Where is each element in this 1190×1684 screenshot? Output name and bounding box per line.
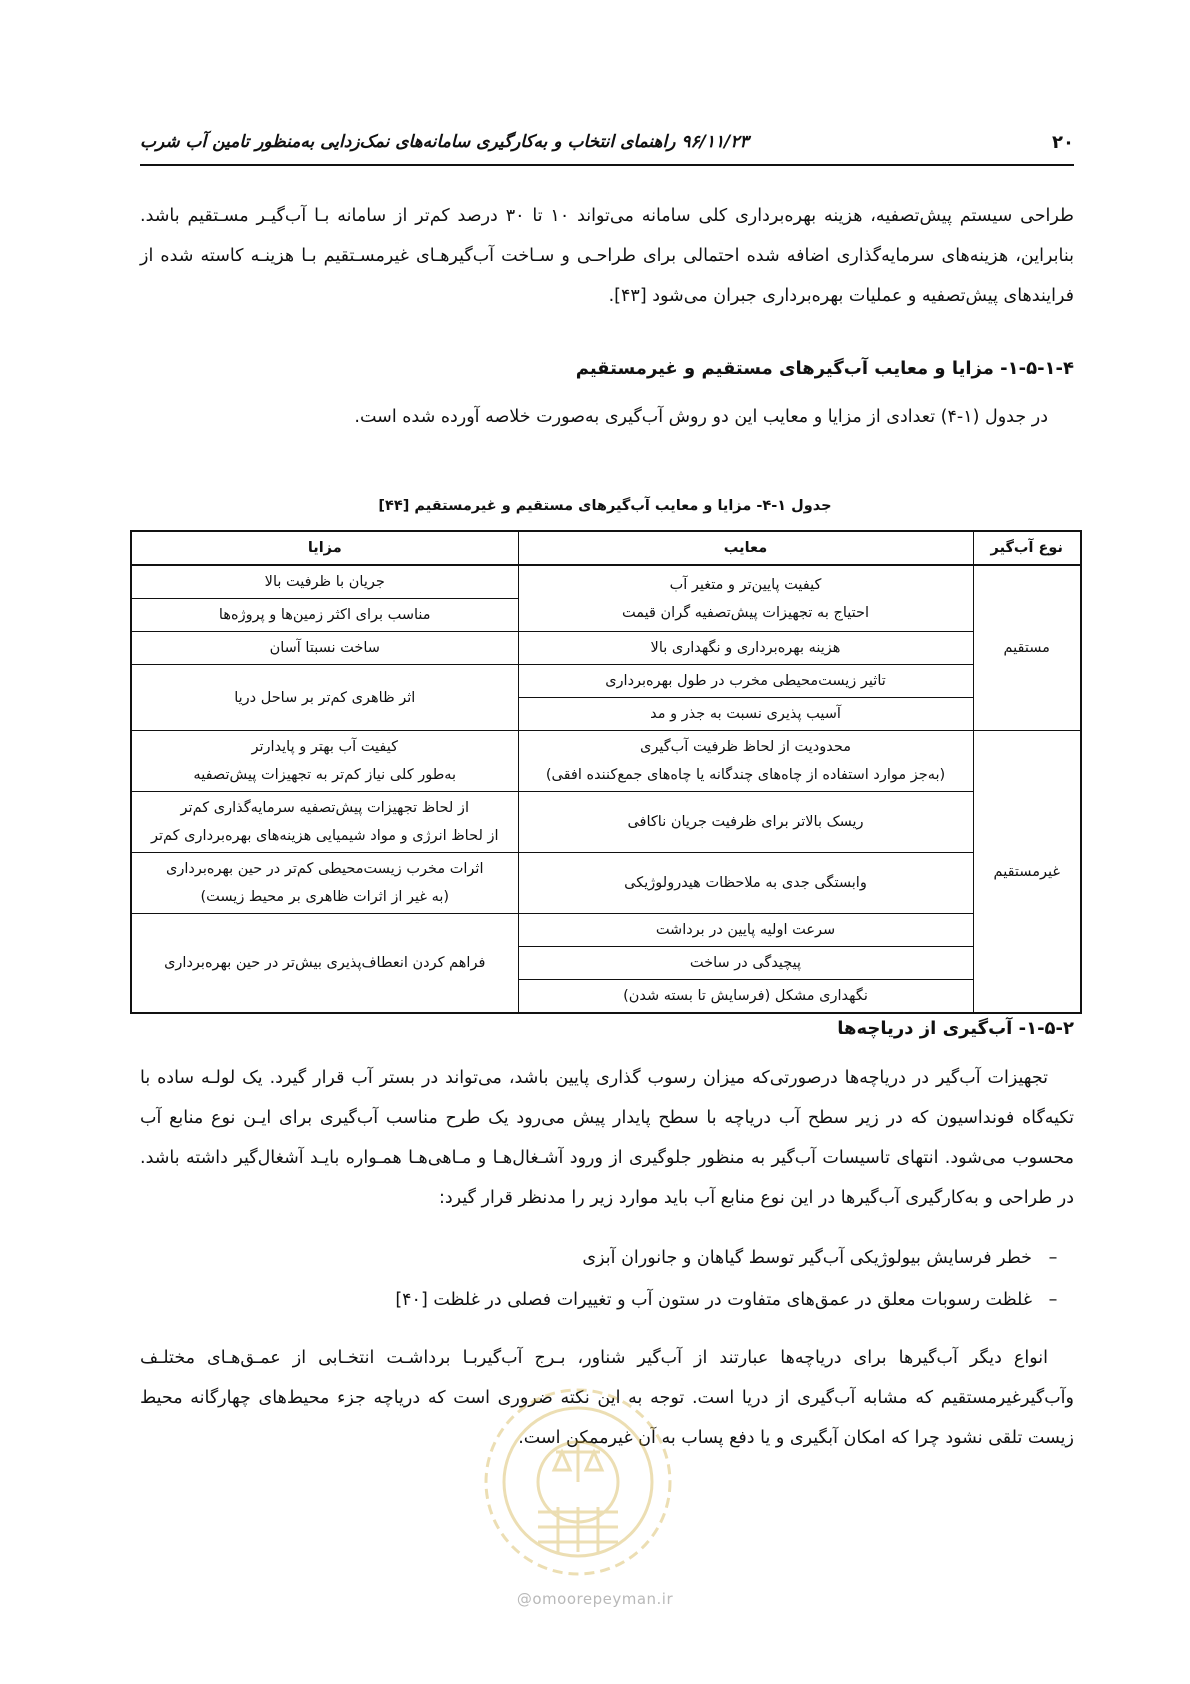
bullet-item (582, 1248, 1074, 1268)
website-url: omoorepeyman.ir (532, 1590, 674, 1608)
website-watermark (0, 1590, 1190, 1608)
table-row (131, 853, 1081, 914)
cell-line: از لحاظ تجهیزات پیش‌تصفیه سرمایه‌گذاری کم‌تر (180, 800, 469, 816)
table-row (131, 792, 1081, 853)
table-cell: ریسک بالاتر برای ظرفیت جریان ناکافی (518, 792, 973, 853)
cell-line: احتیاج به تجهیزات پیش‌تصفیه گران قیمت (621, 604, 869, 621)
other-intakes-paragraph: انواع دیگر آب‌گیرها برای دریاچه‌ها عبارتند از آب‌گیر شناور، بـرج آب‌گیربـا برداشـت انتخـابی از عمـق‌هـای مختلـف وآب‌گیرغیرمستقیم که مشابه آب‌گیری از دریا است. توجه به این نکته ضروری است که دریاچه جزء محیط‌های چهارگانه محیط زیست تلقی نشود چرا که امکان آبگیری و یا دفع پساب به آن غیرممکن است. (140, 1348, 1074, 1448)
bullet-item (395, 1290, 1074, 1310)
intake-type-direct: مستقیم (973, 565, 1081, 731)
cell-line: (به‌جز موارد استفاده از چاه‌های چندگانه یا چاه‌های جمع‌کننده افقی) (545, 767, 946, 783)
table-cell: هزینه بهره‌برداری و نگهداری بالا (518, 632, 973, 665)
bullet-dash: – (1048, 1290, 1058, 1310)
table-cell (131, 731, 518, 792)
table-cell (518, 565, 973, 632)
cell-line: کیفیت آب بهتر و پایدارتر (251, 739, 399, 755)
table-row (131, 665, 1081, 698)
table-row (131, 914, 1081, 947)
bullet-dash: – (1048, 1248, 1058, 1268)
table-header-row (131, 531, 1081, 565)
running-title: ۹۶/۱۱/۲۳ راهنمای انتخاب و به‌کارگیری سامانه‌های نمک‌زدایی به‌منظور تامین آب شرب (140, 132, 749, 152)
table-row (131, 731, 1081, 792)
table-cell: تاثیر زیست‌محیطی مخرب در طول بهره‌برداری (518, 665, 973, 698)
bullet-text: خطر فرسایش بیولوژیکی آب‌گیر توسط گیاهان و جانوران آبزی (582, 1248, 1032, 1268)
table-cell: اثر ظاهری کم‌تر بر ساحل دریا (131, 665, 518, 731)
table-cell (518, 731, 973, 792)
cell-line: به‌طور کلی نیاز کم‌تر به تجهیزات پیش‌تصفیه (193, 767, 457, 783)
table-cell: آسیب پذیری نسبت به جذر و مد (518, 698, 973, 731)
table-cell: جریان با ظرفیت بالا (131, 565, 518, 599)
intake-type-indirect: غیرمستقیم (973, 731, 1081, 1014)
cell-line: (به غیر از اثرات ظاهری بر محیط زیست) (200, 889, 450, 905)
table-caption: جدول ۱-۴- مزایا و معایب آب‌گیرهای مستقیم و غیرمستقیم [۴۴] (378, 498, 832, 514)
table-reference-paragraph: در جدول (۱-۴) تعدادی از مزایا و معایب این دو روش آب‌گیری به‌صورت خلاصه آورده شده است. (354, 407, 1048, 427)
cell-line: کیفیت پایین‌تر و متغیر آب (669, 576, 822, 593)
column-header-advantages: مزایا (131, 531, 518, 565)
comparison-table (130, 530, 1082, 1014)
table-cell: وابستگی جدی به ملاحظات هیدرولوژیکی (518, 853, 973, 914)
watermark-seal (478, 1382, 678, 1582)
cell-line: اثرات مخرب زیست‌محیطی کم‌تر در حین بهره‌برداری (166, 861, 484, 877)
table-cell: سرعت اولیه پایین در برداشت (518, 914, 973, 947)
section-heading-lakes: ۱-۵-۲- آب‌گیری از دریاچه‌ها (837, 1018, 1074, 1039)
lakes-paragraph: تجهیزات آب‌گیر در دریاچه‌ها درصورتی‌که میزان رسوب گذاری پایین باشد، می‌تواند در بستر آب قرار گیرد. یک لولـه ساده با تکیه‌گاه فونداسیون که در زیر سطح آب دریاچه با سطح پایدار پیش می‌رود یک طرح مناسب آب‌گیری برای ایـن نوع منابع آب محسوب می‌شود. انتهای تاسیسات آب‌گیر به منظور جلوگیری از ورود آشـغال‌هـا و مـاهی‌هـا همـواره بایـد آشغال‌گیر داشته باشد. در طراحی و به‌کارگیری آب‌گیرها در این نوع منابع آب باید موارد زیر را مدنظر قرار گیرد: (140, 1068, 1074, 1208)
table-row (131, 565, 1081, 599)
at-icon: @ (516, 1590, 533, 1608)
page-number: ۲۰ (1052, 132, 1074, 153)
table-cell: ساخت نسبتا آسان (131, 632, 518, 665)
column-header-disadvantages: معایب (518, 531, 973, 565)
header-rule (140, 164, 1074, 166)
table-row (131, 632, 1081, 665)
section-heading-direct-indirect: ۱-۵-۱-۴- مزایا و معایب آب‌گیرهای مستقیم و غیرمستقیم (575, 358, 1074, 379)
page-header (140, 128, 1074, 168)
table-cell: فراهم کردن انعطاف‌پذیری بیش‌تر در حین بهره‌برداری (131, 914, 518, 1014)
column-header-intake-type: نوع آب‌گیر (973, 531, 1081, 565)
table-cell: مناسب برای اکثر زمین‌ها و پروژه‌ها (131, 599, 518, 632)
cell-line: از لحاظ انرژی و مواد شیمیایی هزینه‌های بهره‌برداری کم‌تر (150, 828, 499, 844)
table-cell: نگهداری مشکل (فرسایش تا بسته شدن) (518, 980, 973, 1014)
table-cell (131, 792, 518, 853)
bullet-text: غلظت رسوبات معلق در عمق‌های متفاوت در ستون آب و تغییرات فصلی در غلظت [۴۰] (395, 1290, 1032, 1310)
table-cell: پیچیدگی در ساخت (518, 947, 973, 980)
table-cell (131, 853, 518, 914)
intro-paragraph: طراحی سیستم پیش‌تصفیه، هزینه بهره‌برداری کلی سامانه می‌تواند ۱۰ تا ۳۰ درصد کم‌تر از سامانه بـا آب‌گیـر مسـتقیم باشد. بنابراین، هزینه‌های سرمایه‌گذاری اضافه شده احتمالی برای طراحـی و سـاخت آب‌گیرهـای غیرمسـتقیم بـا هزینـه کاسته شده از فرایندهای پیش‌تصفیه و عملیات بهره‌برداری جبران می‌شود [۴۳]. (140, 206, 1074, 306)
cell-line: محدودیت از لحاظ ظرفیت آب‌گیری (640, 739, 851, 755)
